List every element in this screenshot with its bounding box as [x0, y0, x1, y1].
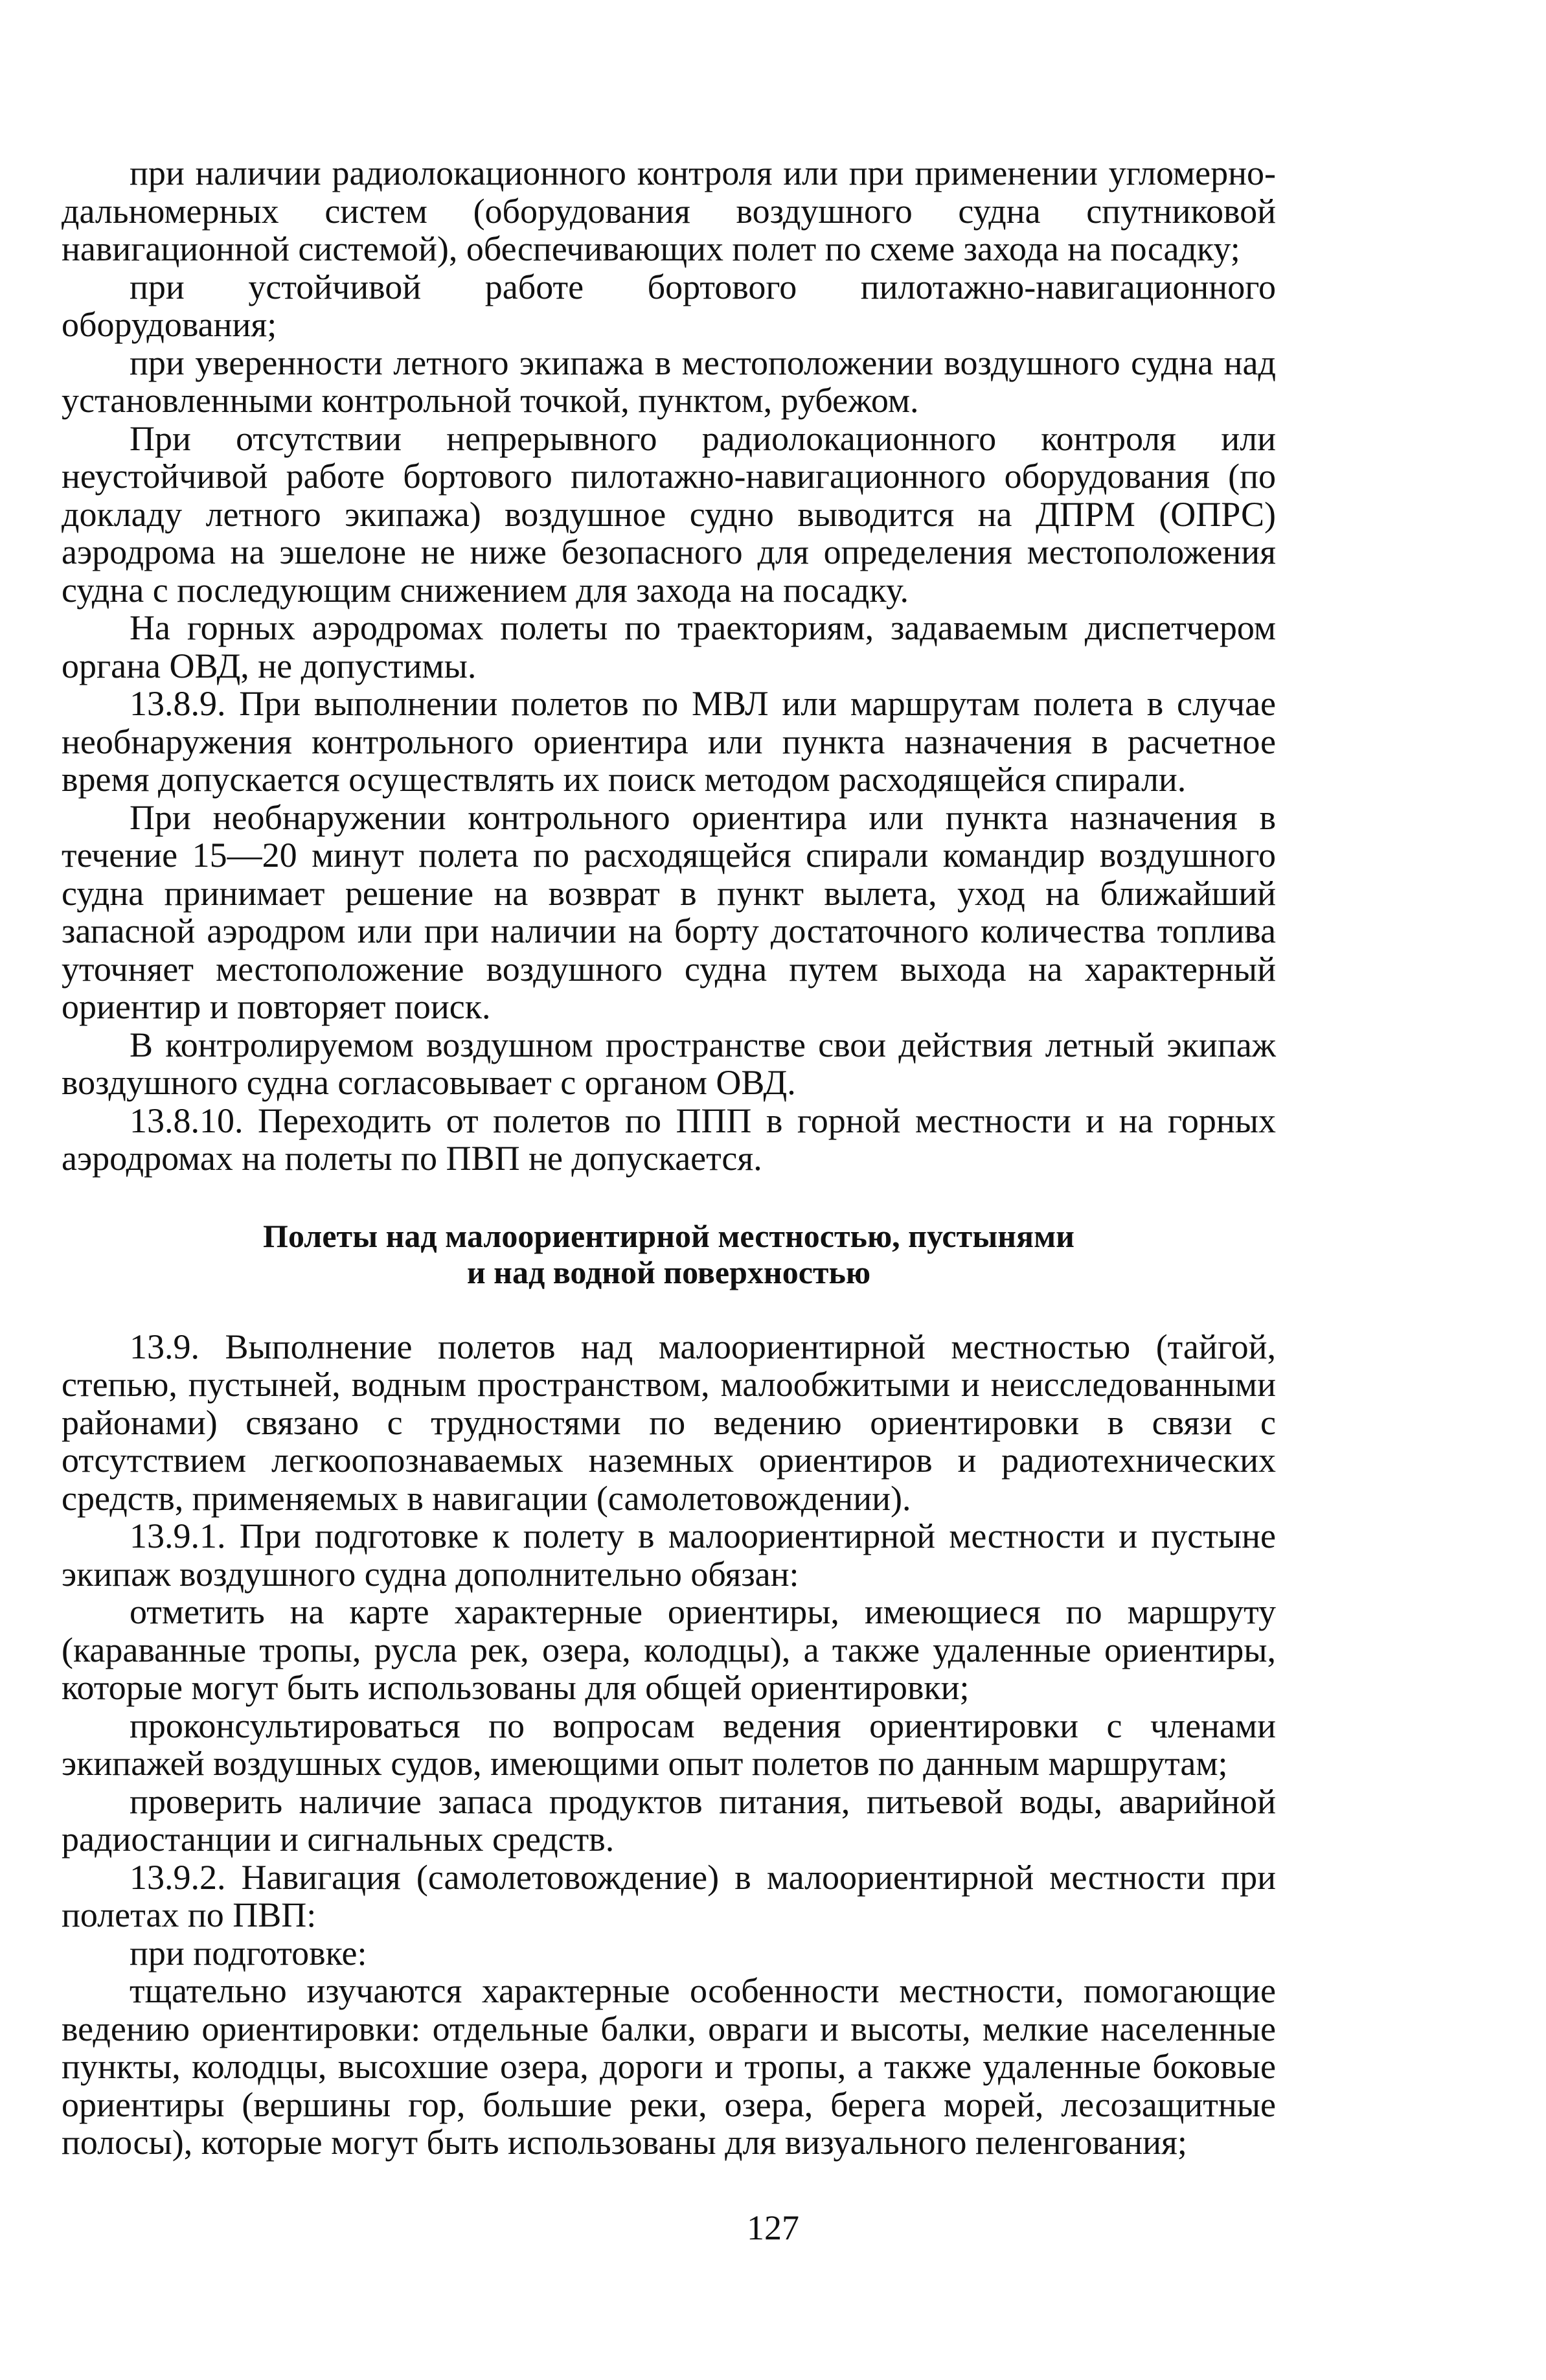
text-block-top: [62, 154, 1276, 1178]
paragraph: При необнаружении контрольного ориентира или пункта назначения в течение 15—20 минут полета по расходящейся спирали командир воздушного судна принимает решение на возврат в пункт вылета, уход на ближайший запасной аэродром или при наличии на борту достаточного количества топлива уточняет местоположение воздушного судна путем выхода на характерный ориентир и повторяет поиск.: [62, 797, 1276, 1026]
section-heading-line: и над водной поверхностью: [466, 1253, 871, 1290]
paragraph: при устойчивой работе бортового пилотажно-навигационного оборудования;: [62, 267, 1276, 344]
paragraph: проверить наличие запаса продуктов питания, питьевой воды, аварийной радиостанции и сигнальных средств.: [62, 1781, 1276, 1859]
section-heading-line: Полеты над малоориентирной местностью, пустынями: [263, 1217, 1074, 1254]
paragraph: 13.8.10. Переходить от полетов по ППП в горной местности и на горных аэродромах на полеты по ПВП не допускается.: [62, 1101, 1276, 1178]
paragraph: отметить на карте характерные ориентиры, имеющиеся по маршруту (караванные тропы, русла рек, озера, колодцы), а также удаленные ориентиры, которые могут быть использованы для общей ориентировки;: [62, 1592, 1276, 1707]
paragraph: 13.9. Выполнение полетов над малоориентирной местностью (тайгой, степью, пустыней, водным пространством, малообжитыми и неисследованными районами) связано с трудностями по ведению ориентировки в связи с отсутствием легкоопознаваемых наземных ориентиров и радиотехнических средств, применяемых в навигации (самолетовождении).: [62, 1327, 1276, 1518]
paragraph: 13.9.1. При подготовке к полету в малоориентирной местности и пустыне экипаж воздушного судна дополнительно обязан:: [62, 1516, 1276, 1594]
paragraph: 13.9.2. Навигация (самолетовождение) в малоориентирной местности при полетах по ПВП:: [62, 1857, 1276, 1934]
paragraph: тщательно изучаются характерные особенности местности, помогающие ведению ориентировки: отдельные балки, овраги и высоты, мелкие населенные пункты, колодцы, высохшие озера, дороги и тропы, а также удаленные боковые ориентиры (вершины гор, большие реки, озера, берега морей, лесозащитные полосы), которые могут быть использованы для визуального пеленгования;: [62, 1971, 1276, 2162]
text-block-bottom: [62, 1328, 1276, 2162]
paragraph: На горных аэродромах полеты по траекториям, задаваемым диспетчером органа ОВД, не допустимы.: [62, 608, 1276, 685]
document-page: [62, 154, 1276, 2162]
paragraph: при наличии радиолокационного контроля или при применении угломерно-дальномерных систем (оборудования воздушного судна спутниковой навигационной системой), обеспечивающих полет по схеме захода на посадку;: [62, 154, 1276, 268]
paragraph: При отсутствии непрерывного радиолокационного контроля или неустойчивой работе бортового пилотажно-навигационного оборудования (по докладу летного экипажа) воздушное судно выводится на ДПРМ (ОПРС) аэродрома на эшелоне не ниже безопасного для определения местоположения судна с последующим снижением для захода на посадку.: [62, 418, 1276, 610]
paragraph: 13.8.9. При выполнении полетов по МВЛ или маршрутам полета в случае необнаружения контрольного ориентира или пункта назначения в расчетное время допускается осуществлять их поиск методом расходящейся спирали.: [62, 684, 1276, 799]
paragraph: В контролируемом воздушном пространстве свои действия летный экипаж воздушного судна согласовывает с органом ОВД.: [62, 1025, 1276, 1102]
paragraph: при уверенности летного экипажа в местоположении воздушного судна над установленными контрольной точкой, пунктом, рубежом.: [62, 343, 1276, 420]
paragraph: проконсультироваться по вопросам ведения ориентировки с членами экипажей воздушных судов, имеющими опыт полетов по данным маршрутам;: [62, 1706, 1276, 1783]
page-number: 127: [747, 2208, 799, 2247]
section-heading: [62, 1218, 1276, 1290]
paragraph: при подготовке:: [130, 1933, 367, 1973]
